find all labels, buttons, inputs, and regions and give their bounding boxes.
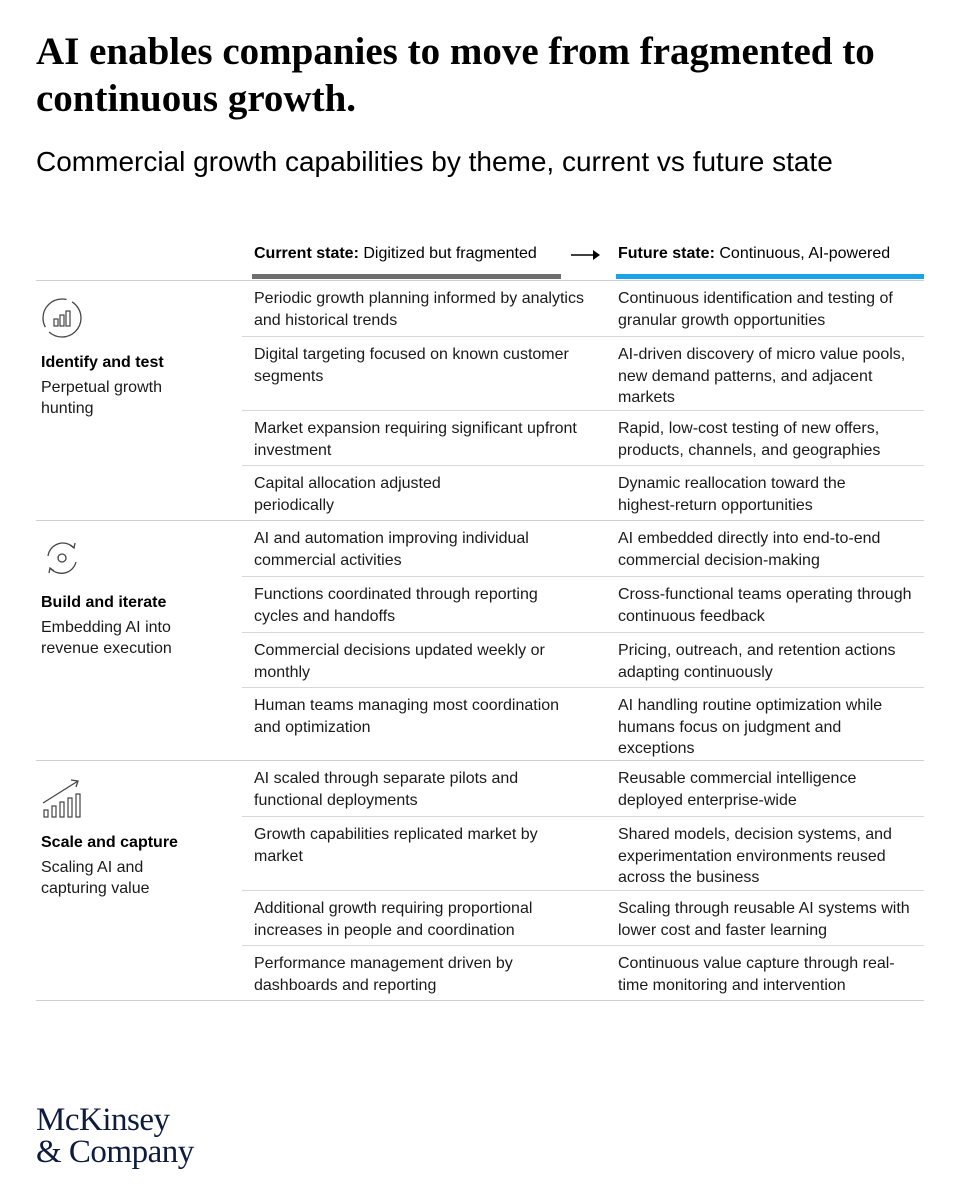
- growth-chart-icon: [40, 777, 84, 821]
- current-state-cell: Functions coordinated through reporting cycles and handoffs: [254, 586, 538, 625]
- section-scale-and-capture: [36, 760, 924, 1001]
- logo-line-1: McKinsey: [36, 1102, 170, 1138]
- current-state-cell: Commercial decisions updated weekly or monthly: [254, 642, 545, 681]
- page-subtitle: Commercial growth capabilities by theme, current vs future state: [36, 146, 833, 177]
- future-state-cell: Cross-functional teams operating through continuous feedback: [618, 586, 912, 625]
- table-row: [242, 521, 924, 576]
- future-state-cell: AI embedded directly into end-to-end commercial decision-making: [618, 530, 881, 569]
- theme-description: Scaling AI and capturing value: [41, 859, 150, 897]
- current-state-cell: Capital allocation adjusted periodically: [254, 475, 441, 514]
- current-state-desc: Digitized but fragmented: [363, 245, 537, 262]
- future-state-desc: Continuous, AI-powered: [719, 245, 891, 262]
- theme-description: Perpetual growth hunting: [41, 379, 162, 417]
- table-row: [242, 761, 924, 816]
- refresh-cycle-icon: [40, 536, 84, 580]
- future-state-cell: AI-driven discovery of micro value pools, new demand patterns, and adjacent markets: [618, 346, 906, 406]
- future-state-cell: Continuous value capture through real-time monitoring and intervention: [618, 955, 895, 994]
- page-title: AI enables companies to move from fragmented to continuous growth.: [36, 30, 875, 120]
- current-state-cell: Human teams managing most coordination and optimization: [254, 697, 560, 736]
- bar-chart-circle-icon: [40, 296, 84, 340]
- section-identify-and-test: [36, 280, 924, 520]
- table-row: [242, 410, 924, 466]
- current-state-label: Current state:: [254, 245, 359, 262]
- current-state-cell: AI scaled through separate pilots and functional deployments: [254, 770, 519, 809]
- current-state-cell: Performance management driven by dashboards and reporting: [254, 955, 513, 994]
- theme-name: Build and iterate: [41, 594, 167, 611]
- mckinsey-logo: [36, 1104, 194, 1168]
- table-row: [242, 687, 924, 762]
- future-state-cell: Reusable commercial intelligence deployed enterprise-wide: [618, 770, 857, 809]
- current-state-cell: Additional growth requiring proportional increases in people and coordination: [254, 900, 533, 939]
- table-row: [242, 945, 924, 1001]
- table-row: [242, 281, 924, 336]
- table-row: [242, 336, 924, 411]
- future-state-cell: Scaling through reusable AI systems with lower cost and faster learning: [618, 900, 910, 939]
- current-state-cell: Growth capabilities replicated market by market: [254, 826, 538, 865]
- theme-description: Embedding AI into revenue execution: [41, 619, 172, 657]
- future-state-cell: Continuous identification and testing of granular growth opportunities: [618, 290, 893, 329]
- section-build-and-iterate: [36, 520, 924, 761]
- theme-name: Scale and capture: [41, 834, 178, 851]
- future-state-label: Future state:: [618, 245, 715, 262]
- logo-line-2: & Company: [36, 1134, 194, 1170]
- current-state-cell: Market expansion requiring significant upfront investment: [254, 420, 577, 459]
- future-state-cell: Shared models, decision systems, and experimentation environments reused across the business: [618, 826, 892, 886]
- theme-name: Identify and test: [41, 354, 164, 371]
- table-row: [242, 816, 924, 891]
- current-state-cell: Periodic growth planning informed by analytics and historical trends: [254, 290, 584, 329]
- current-state-cell: Digital targeting focused on known customer segments: [254, 346, 569, 385]
- table-row: [242, 890, 924, 946]
- table-row: [242, 576, 924, 633]
- current-state-cell: AI and automation improving individual commercial activities: [254, 530, 529, 569]
- future-state-cell: Dynamic reallocation toward the highest-return opportunities: [618, 475, 846, 514]
- future-state-cell: Rapid, low-cost testing of new offers, products, channels, and geographies: [618, 420, 881, 459]
- table-row: [242, 465, 924, 521]
- future-state-cell: Pricing, outreach, and retention actions adapting continuously: [618, 642, 896, 681]
- future-state-cell: AI handling routine optimization while humans focus on judgment and exceptions: [618, 697, 883, 757]
- table-row: [242, 632, 924, 688]
